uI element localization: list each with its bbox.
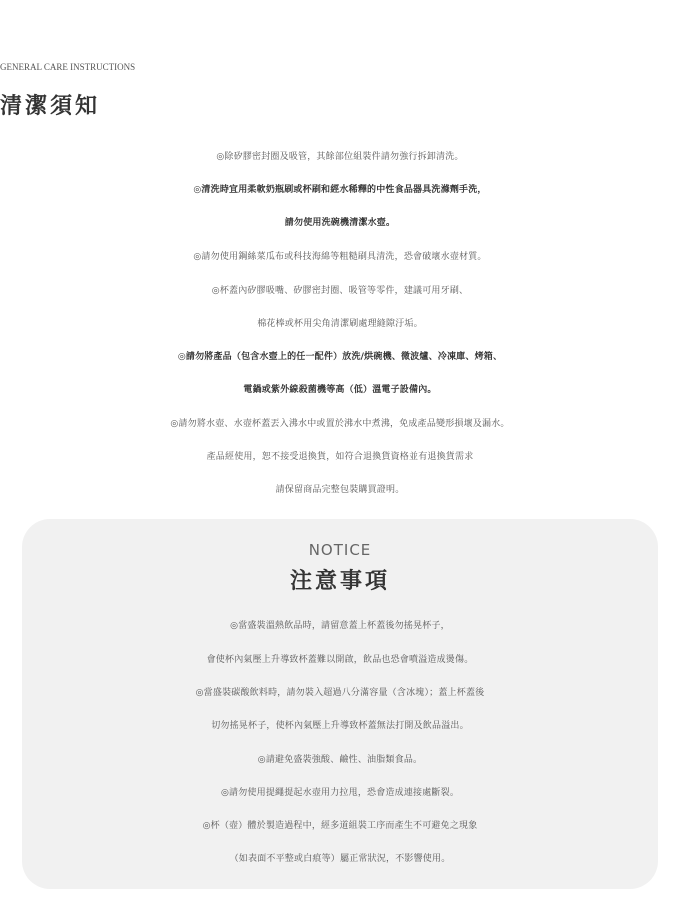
care-line: ◎除矽膠密封圈及吸管，其餘部位組裝件請勿強行拆卸清洗。 [216, 152, 464, 162]
notice-title-en: NOTICE [308, 541, 372, 559]
care-title-en: GENERAL CARE INSTRUCTIONS [0, 62, 136, 72]
notice-line: ◎當盛裝碳酸飲料時，請勿裝入超過八分滿容量（含冰塊）；蓋上杯蓋後 [195, 688, 485, 698]
notice-line: 切勿搖晃杯子，使杯內氣壓上升導致杯蓋無法打開及飲品溢出。 [211, 721, 469, 731]
notice-line: ◎請避免盛裝強酸、鹼性、油脂類食品。 [257, 755, 423, 765]
notice-line: （如表面不平整或白痕等）屬正常狀況，不影響使用。 [229, 854, 451, 864]
care-line: ◎請勿使用鋼絲菜瓜布或科技海綿等粗糙刷具清洗，恐會破壞水壺材質。 [193, 252, 487, 262]
notice-title-zh: 注意事項 [289, 569, 390, 594]
notice-line: ◎請勿使用提繩提起水壺用力拉甩，恐會造成連接處斷裂。 [220, 788, 460, 798]
care-line: ◎請勿將產品（包含水壺上的任一配件）放洗/烘碗機、微波爐、冷凍庫、烤箱、 [177, 352, 503, 362]
care-line: 電鍋或紫外線殺菌機等高（低）溫電子設備內。 [243, 385, 437, 395]
notice-line: ◎杯（壺）體於製造過程中，經多道組裝工序而產生不可避免之現象 [202, 821, 478, 831]
care-line: 請保留商品完整包裝購買證明。 [275, 485, 405, 495]
care-line: 棉花棒或杯用尖角清潔刷處理縫隙汙垢。 [257, 319, 423, 329]
care-line: ◎清洗時宜用柔軟奶瓶刷或杯刷和經水稀釋的中性食品器具洗滌劑手洗， [193, 185, 487, 195]
care-line: 請勿使用洗碗機清潔水壺。 [284, 218, 396, 228]
care-line: 產品經使用，恕不接受退換貨，如符合退換貨資格並有退換貨需求 [206, 452, 474, 462]
care-line: ◎請勿將水壺、水壺杯蓋丟入沸水中或置於沸水中煮沸，免成產品變形損壞及漏水。 [170, 419, 510, 429]
care-line: ◎杯蓋內矽膠吸嘴、矽膠密封圈、吸管等零件，建議可用牙刷、 [211, 286, 469, 296]
care-title-zh: 清潔須知 [0, 94, 101, 119]
notice-line: 會使杯內氣壓上升導致杯蓋難以開啟，飲品也恐會噴溢造成燙傷。 [206, 655, 474, 665]
notice-line: ◎當盛裝溫熱飲品時，請留意蓋上杯蓋後勿搖晃杯子， [230, 621, 450, 631]
